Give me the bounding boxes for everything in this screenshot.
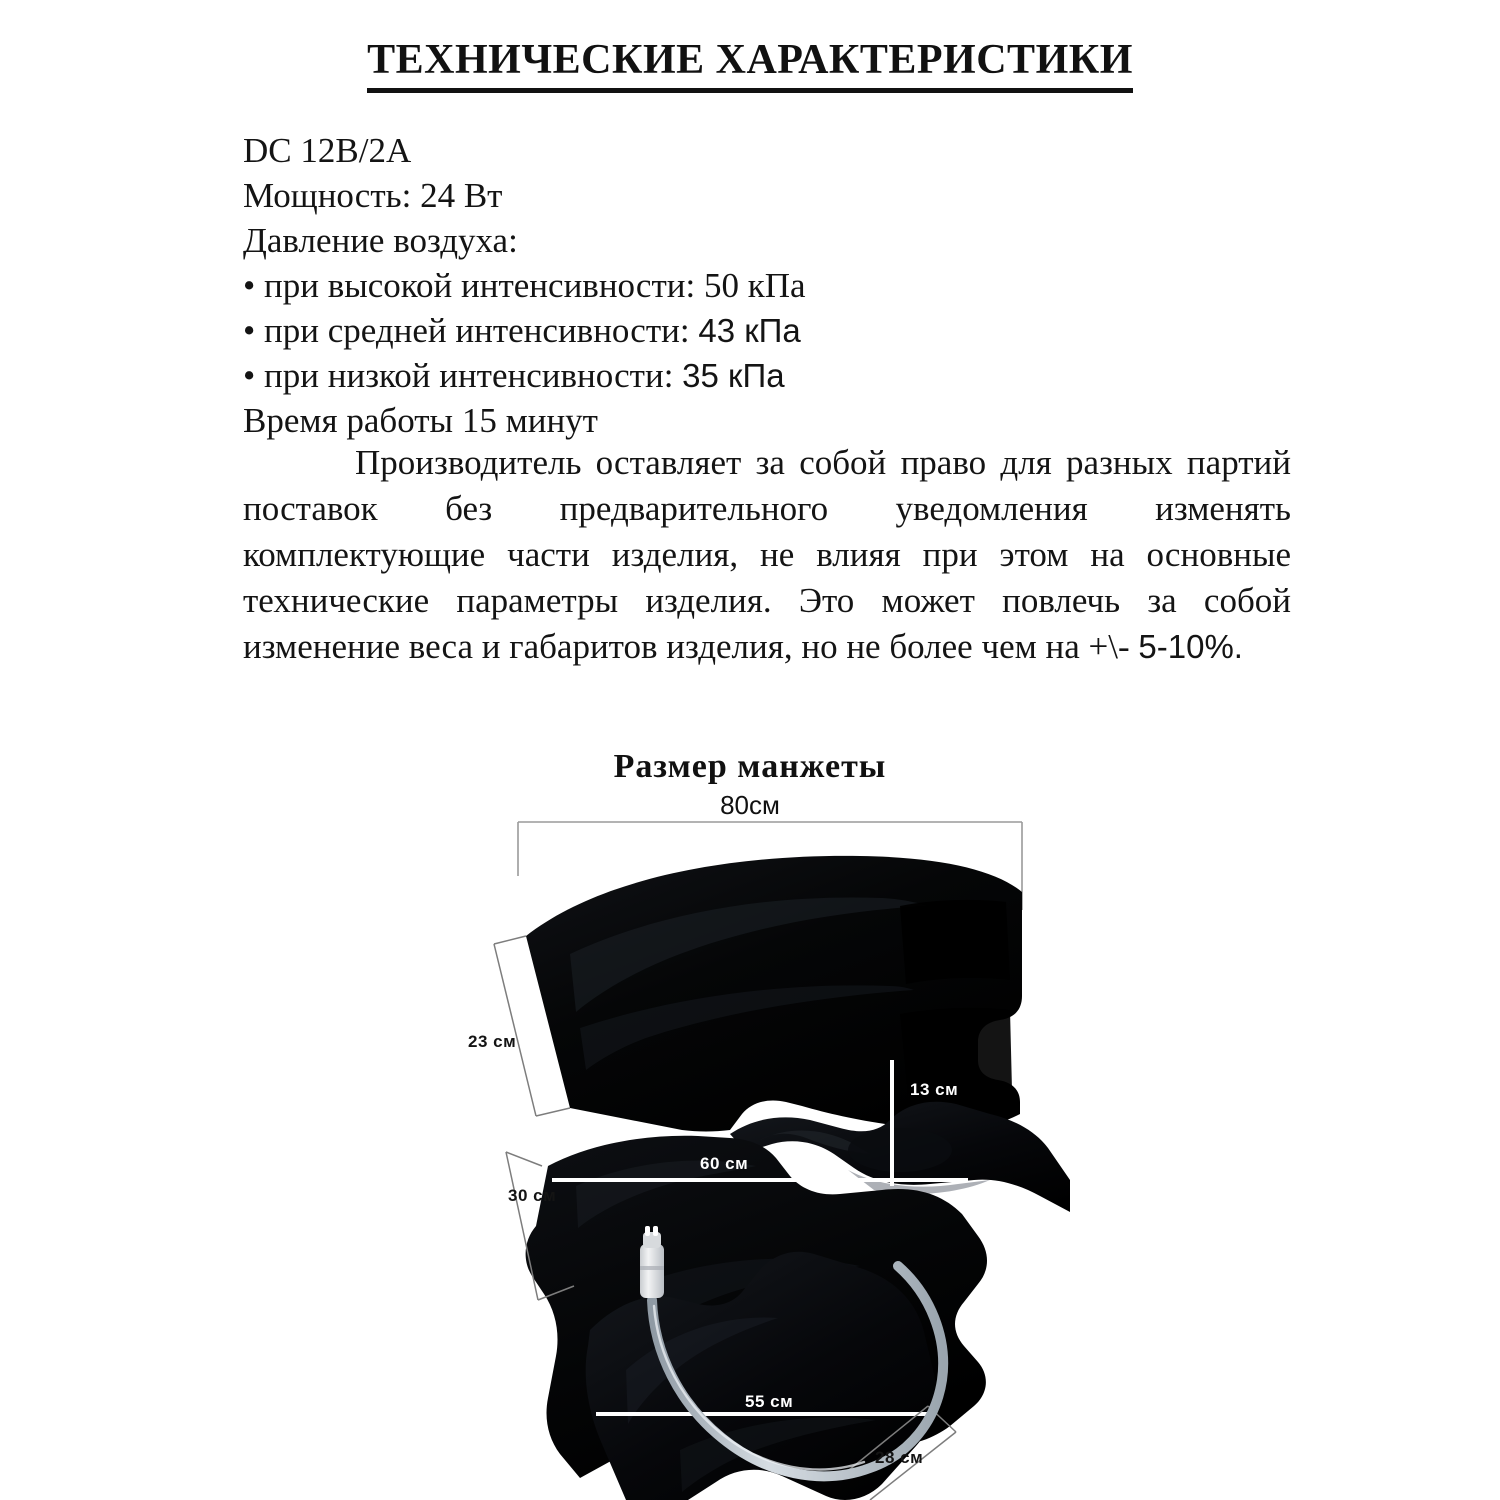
dimension-label-arm-height: 13 см [910, 1080, 959, 1099]
spec-pressure-label: Давление воздуха: [243, 221, 518, 260]
specifications-block [243, 128, 1293, 443]
dimension-label-lower-width: 55 см [745, 1392, 794, 1411]
spec-pressure-low-text: при низкой интенсивности: [264, 356, 683, 395]
spec-pressure-high-value: 50 кПа [703, 266, 806, 305]
dimension-label-mid-height: 30 см [508, 1186, 557, 1205]
spec-pressure-high [243, 263, 1293, 308]
cuff-size-section [0, 748, 1500, 1500]
disclaimer-tail: 5-10%. [1138, 628, 1243, 665]
dimension-label-width-top: 80см [720, 790, 780, 820]
spec-worktime: Время работы 15 минут [243, 401, 598, 440]
spec-pressure-high-text: при высокой интенсивности: [264, 266, 704, 305]
spec-power-input: DC 12В/2А [243, 131, 412, 170]
page-title [0, 36, 1500, 84]
spec-pressure-medium-value: 43 кПа [698, 312, 801, 349]
spec-power: Мощность: 24 Вт [243, 176, 503, 215]
spec-pressure-medium-text: при средней интенсивности: [264, 311, 699, 350]
disclaimer-paragraph [243, 440, 1291, 670]
cuff-product-photo [430, 814, 1070, 1500]
bullet-glyph: • [243, 356, 256, 395]
arm-strip-pad [848, 1128, 952, 1172]
bullet-glyph: • [243, 266, 256, 305]
dimension-label-mid-width: 60 см [700, 1154, 749, 1173]
page-title-text: ТЕХНИЧЕСКИЕ ХАРАКТЕРИСТИКИ [367, 37, 1133, 93]
dimension-label-depth-top: 23 см [468, 1032, 517, 1051]
bullet-glyph: • [243, 311, 256, 350]
disclaimer-body: Производитель оставляет за собой право для разных партий поставок без предварительного уведомления изменять комплектующие части изделия, не влияя при этом на основные технические параметры изделия. Это может повлечь за собой изменение веса и габаритов изделия, но не более чем на +\- [243, 443, 1291, 666]
spec-pressure-low-value: 35 кПа [682, 357, 785, 394]
cuff-size-heading: Размер манжеты [613, 748, 887, 785]
spec-pressure-low [243, 353, 1293, 398]
spec-pressure-medium [243, 308, 1293, 353]
velcro-pad-upper [900, 900, 1010, 984]
dimension-label-lower-depth: 28 см [875, 1448, 924, 1467]
hose-connector [640, 1226, 664, 1298]
